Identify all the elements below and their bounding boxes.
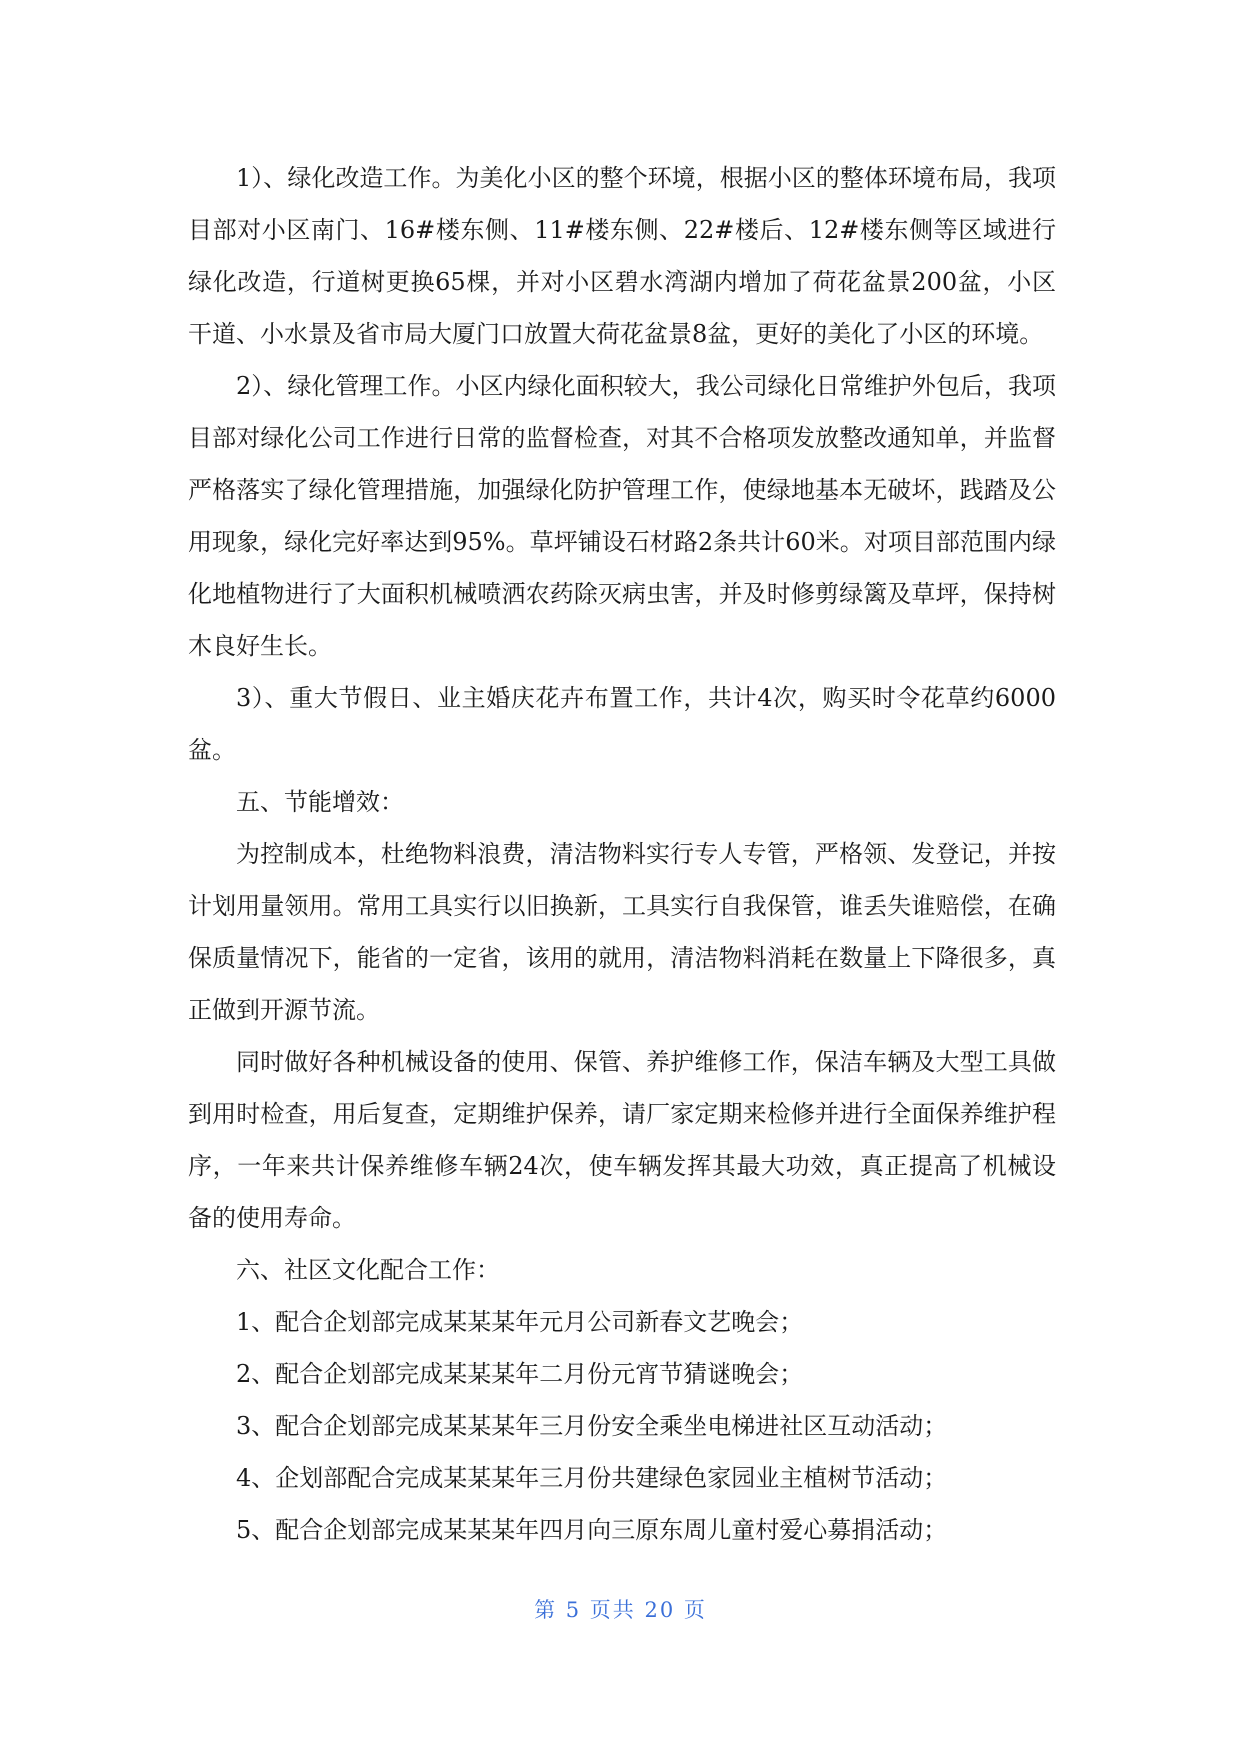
paragraph-cost-control: 为控制成本，杜绝物料浪费，清洁物料实行专人专管，严格领、发登记，并按计划用量领用。常用工具实行以旧换新，工具实行自我保管，谁丢失谁赔偿，在确保质量情况下，能省的一定省，该用的就用，清洁物料消耗在数量上下降很多，真正做到开源节流。 xyxy=(188,840,1056,1024)
list-item-activity-5: 5、配合企划部完成某某某年四月向三原东周儿童村爱心募捐活动； xyxy=(236,1516,948,1544)
list-item-activity-3: 3、配合企划部完成某某某年三月份安全乘坐电梯进社区互动活动； xyxy=(236,1412,948,1440)
paragraph-holiday-flowers: 3）、重大节假日、业主婚庆花卉布置工作，共计4次，购买时令花草约6000盆。 xyxy=(188,684,1056,764)
list-item-activity-2: 2、配合企划部完成某某某年二月份元宵节猜谜晚会； xyxy=(236,1360,804,1388)
paragraph-greening-management: 2）、绿化管理工作。小区内绿化面积较大，我公司绿化日常维护外包后，我项目部对绿化公司工作进行日常的监督检查，对其不合格项发放整改通知单，并监督严格落实了绿化管理措施，加强绿化防护管理工作，使绿地基本无破坏，践踏及公用现象，绿化完好率达到95%。草坪铺设石材路2条共计60米。对项目部范围内绿化地植物进行了大面积机械喷洒农药除灭病虫害，并及时修剪绿篱及草坪，保持树木良好生长。 xyxy=(188,372,1056,660)
document-body xyxy=(188,152,1056,1556)
section-heading-energy-saving: 五、节能增效： xyxy=(236,788,404,816)
paragraph-greening-renovation: 1）、绿化改造工作。为美化小区的整个环境，根据小区的整体环境布局，我项目部对小区南门、16#楼东侧、11#楼东侧、22#楼后、12#楼东侧等区域进行绿化改造，行道树更换65棵，并对小区碧水湾湖内增加了荷花盆景200盆，小区干道、小水景及省市局大厦门口放置大荷花盆景8盆，更好的美化了小区的环境。 xyxy=(188,164,1056,348)
list-item-activity-4: 4、企划部配合完成某某某年三月份共建绿色家园业主植树节活动； xyxy=(236,1464,948,1492)
page-number-footer: 第 5 页共 20 页 xyxy=(534,1598,707,1622)
section-heading-community-culture: 六、社区文化配合工作： xyxy=(236,1256,500,1284)
paragraph-equipment-maintenance: 同时做好各种机械设备的使用、保管、养护维修工作，保洁车辆及大型工具做到用时检查，用后复查，定期维护保养，请厂家定期来检修并进行全面保养维护程序，一年来共计保养维修车辆24次，使车辆发挥其最大功效，真正提高了机械设备的使用寿命。 xyxy=(188,1048,1056,1232)
list-item-activity-1: 1、配合企划部完成某某某年元月公司新春文艺晚会； xyxy=(236,1308,804,1336)
